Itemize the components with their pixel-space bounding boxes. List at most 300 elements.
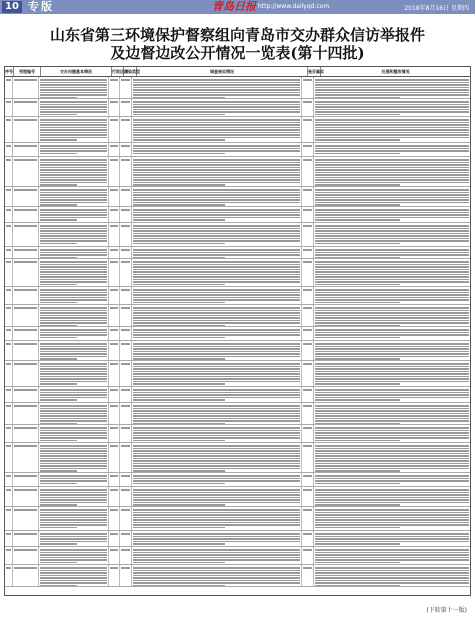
text-line: [315, 89, 469, 91]
text-line: [40, 346, 107, 348]
text-line: [40, 322, 107, 324]
text-line: [6, 363, 11, 365]
text-line: [315, 423, 400, 425]
text-line: [40, 353, 107, 355]
table-cell: [109, 223, 120, 246]
text-line: [315, 202, 469, 204]
text-line: [40, 527, 77, 529]
text-line: [133, 572, 300, 574]
table-cell: [13, 361, 39, 386]
text-line: [121, 101, 130, 103]
table-row: [5, 565, 470, 587]
text-line: [133, 174, 300, 176]
text-line: [40, 162, 107, 164]
text-line: [40, 580, 107, 582]
text-line: [40, 509, 107, 511]
text-line: [110, 509, 118, 511]
continued-note: (下转第十一版): [426, 607, 467, 614]
table-cell: [13, 247, 39, 258]
text-line: [40, 79, 107, 81]
text-line: [133, 307, 300, 309]
text-line: [133, 315, 300, 317]
text-line: [133, 240, 300, 242]
table-cell: [5, 247, 13, 258]
text-line: [40, 489, 107, 491]
table-cell: [132, 425, 302, 442]
section-label: 专版: [28, 0, 54, 13]
text-line: [40, 294, 107, 296]
table-cell: [5, 443, 13, 472]
text-line: [315, 371, 469, 373]
text-line: [315, 549, 469, 551]
text-line: [315, 84, 469, 86]
text-line: [315, 114, 400, 116]
text-line: [40, 279, 107, 281]
text-line: [315, 519, 469, 521]
text-line: [315, 450, 469, 452]
text-line: [315, 271, 469, 273]
text-line: [315, 562, 400, 564]
text-line: [40, 366, 107, 368]
text-line: [121, 427, 130, 429]
text-line: [315, 150, 469, 152]
text-line: [315, 192, 469, 194]
text-line: [303, 159, 312, 161]
text-line: [133, 418, 300, 420]
table-cell: [314, 117, 470, 142]
table-cell: [302, 473, 314, 486]
text-line: [133, 383, 225, 385]
text-line: [315, 264, 469, 266]
text-line: [315, 383, 400, 385]
table-cell: [13, 259, 39, 286]
table-cell: [302, 207, 314, 222]
text-line: [315, 394, 469, 396]
text-line: [40, 189, 107, 191]
text-line: [303, 389, 312, 391]
text-line: [133, 504, 225, 506]
text-line: [315, 543, 400, 545]
text-line: [133, 122, 300, 124]
text-line: [133, 483, 225, 485]
text-line: [110, 427, 118, 429]
text-line: [40, 494, 107, 496]
table-cell: [120, 223, 132, 246]
text-line: [315, 82, 469, 84]
table-cell: [302, 143, 314, 156]
table-cell: [302, 487, 314, 506]
text-line: [40, 97, 77, 99]
table-cell: [109, 387, 120, 402]
table-cell: [39, 361, 109, 386]
text-line: [133, 557, 300, 559]
table-cell: [132, 117, 302, 142]
text-line: [40, 228, 107, 230]
text-line: [40, 514, 107, 516]
table-cell: [120, 443, 132, 472]
text-line: [133, 475, 300, 477]
text-line: [121, 489, 130, 491]
text-line: [40, 164, 107, 166]
text-line: [303, 329, 312, 331]
text-line: [110, 445, 118, 447]
text-line: [121, 261, 130, 263]
text-line: [40, 137, 107, 139]
table-row: [5, 247, 470, 259]
table-cell: [39, 117, 109, 142]
text-line: [121, 189, 130, 191]
text-line: [133, 167, 300, 169]
table-cell: [5, 487, 13, 506]
table-cell: [132, 341, 302, 360]
text-line: [133, 519, 300, 521]
text-line: [40, 104, 107, 106]
table-cell: [109, 443, 120, 472]
text-line: [315, 276, 469, 278]
table-cell: [120, 547, 132, 564]
text-line: [133, 397, 300, 399]
text-line: [315, 418, 469, 420]
text-line: [40, 197, 107, 199]
table-cell: [314, 547, 470, 564]
issue-date: 2018年8月16日 星期四: [404, 5, 469, 12]
text-line: [315, 358, 400, 360]
text-line: [133, 582, 300, 584]
text-line: [40, 413, 107, 415]
text-line: [40, 332, 107, 334]
text-line: [121, 445, 130, 447]
table-row: [5, 327, 470, 341]
table-cell: [5, 341, 13, 360]
text-line: [133, 371, 300, 373]
text-line: [315, 153, 400, 155]
table-cell: [13, 387, 39, 402]
table-cell: [120, 387, 132, 402]
text-line: [40, 572, 107, 574]
text-line: [40, 101, 107, 103]
text-line: [133, 332, 300, 334]
text-line: [40, 276, 107, 278]
text-line: [315, 376, 469, 378]
text-line: [133, 281, 300, 283]
text-line: [315, 257, 400, 259]
table-cell: [39, 487, 109, 506]
text-line: [133, 460, 300, 462]
table-header: [5, 67, 470, 77]
text-line: [133, 194, 300, 196]
table-cell: [120, 77, 132, 98]
table-cell: [120, 157, 132, 186]
text-line: [315, 420, 469, 422]
text-line: [40, 302, 77, 304]
text-line: [14, 249, 37, 251]
text-line: [133, 261, 300, 263]
text-line: [40, 122, 107, 124]
text-line: [315, 475, 469, 477]
table-cell: [5, 187, 13, 206]
table-cell: [120, 403, 132, 424]
table-row: [5, 143, 470, 157]
text-line: [315, 184, 400, 186]
text-line: [40, 159, 107, 161]
text-line: [40, 109, 107, 111]
text-line: [133, 317, 300, 319]
text-line: [133, 139, 225, 141]
text-line: [315, 465, 469, 467]
text-line: [315, 97, 400, 99]
text-line: [133, 177, 300, 179]
text-line: [133, 137, 300, 139]
text-line: [40, 106, 107, 108]
text-line: [303, 249, 312, 251]
table-cell: [109, 403, 120, 424]
text-line: [315, 389, 469, 391]
table-cell: [39, 473, 109, 486]
text-line: [40, 533, 107, 535]
text-line: [315, 204, 400, 206]
text-line: [40, 348, 107, 350]
text-line: [315, 478, 469, 480]
text-line: [315, 533, 469, 535]
text-line: [40, 174, 107, 176]
text-line: [14, 533, 37, 535]
text-line: [40, 317, 107, 319]
text-line: [40, 478, 107, 480]
text-line: [303, 405, 312, 407]
text-line: [14, 489, 37, 491]
text-line: [40, 538, 107, 540]
table-cell: [120, 425, 132, 442]
table-cell: [314, 77, 470, 98]
text-line: [133, 570, 300, 572]
text-line: [40, 204, 77, 206]
text-line: [315, 337, 400, 339]
table-cell: [120, 117, 132, 142]
text-line: [110, 533, 118, 535]
text-line: [133, 299, 300, 301]
text-line: [6, 329, 11, 331]
text-line: [40, 114, 77, 116]
text-line: [315, 489, 469, 491]
text-line: [110, 405, 118, 407]
text-line: [133, 162, 300, 164]
text-line: [14, 307, 37, 309]
text-line: [110, 261, 118, 263]
text-line: [40, 212, 107, 214]
text-line: [315, 504, 400, 506]
table-cell: [314, 259, 470, 286]
text-line: [315, 249, 469, 251]
table-cell: [5, 287, 13, 304]
table-cell: [39, 223, 109, 246]
text-line: [121, 533, 130, 535]
text-line: [315, 554, 469, 556]
text-line: [315, 351, 469, 353]
text-line: [133, 92, 300, 94]
text-line: [315, 399, 400, 401]
text-line: [133, 480, 300, 482]
text-line: [133, 559, 300, 561]
text-line: [133, 134, 300, 136]
text-line: [40, 570, 107, 572]
text-line: [133, 465, 300, 467]
text-line: [315, 322, 469, 324]
text-line: [315, 214, 469, 216]
table-cell: [314, 531, 470, 546]
table-row: [5, 287, 470, 305]
text-line: [40, 233, 107, 235]
table-cell: [5, 565, 13, 586]
text-line: [315, 137, 469, 139]
table-cell: [302, 187, 314, 206]
table-cell: [39, 565, 109, 586]
text-line: [133, 292, 300, 294]
text-line: [6, 119, 11, 121]
text-line: [14, 475, 37, 477]
text-line: [315, 122, 469, 124]
table-cell: [39, 403, 109, 424]
table-cell: [5, 223, 13, 246]
text-line: [121, 159, 130, 161]
text-line: [315, 514, 469, 516]
text-line: [40, 549, 107, 551]
text-line: [315, 445, 469, 447]
text-line: [40, 92, 107, 94]
table-cell: [109, 361, 120, 386]
text-line: [315, 212, 469, 214]
text-line: [40, 150, 107, 152]
table-cell: [13, 473, 39, 486]
text-line: [121, 225, 130, 227]
text-line: [110, 209, 118, 211]
text-line: [6, 475, 11, 477]
table-cell: [13, 443, 39, 472]
text-line: [40, 94, 107, 96]
text-line: [110, 567, 118, 569]
table-cell: [109, 117, 120, 142]
text-line: [40, 254, 107, 256]
table-row: [5, 259, 470, 287]
text-line: [133, 111, 300, 113]
table-cell: [314, 341, 470, 360]
table-cell: [13, 507, 39, 530]
page-title: [0, 26, 475, 62]
text-line: [315, 182, 469, 184]
text-line: [40, 261, 107, 263]
website-url[interactable]: http://www.dailyqd.com: [258, 3, 330, 10]
text-line: [133, 378, 300, 380]
text-line: [315, 502, 469, 504]
text-line: [315, 415, 469, 417]
table-cell: [13, 403, 39, 424]
text-line: [6, 189, 11, 191]
text-line: [133, 82, 300, 84]
text-line: [40, 124, 107, 126]
table-cell: [302, 361, 314, 386]
text-line: [14, 189, 37, 191]
table-cell: [302, 247, 314, 258]
column-header: 序号: [5, 69, 13, 74]
text-line: [133, 106, 300, 108]
text-line: [315, 368, 469, 370]
text-line: [133, 577, 300, 579]
table-row: [5, 341, 470, 361]
text-line: [133, 463, 300, 465]
text-line: [315, 483, 400, 485]
table-cell: [109, 531, 120, 546]
table-cell: [314, 425, 470, 442]
text-line: [303, 509, 312, 511]
text-line: [133, 217, 300, 219]
text-line: [6, 489, 11, 491]
table-row: [5, 117, 470, 143]
text-line: [315, 179, 469, 181]
text-line: [40, 480, 107, 482]
table-cell: [5, 99, 13, 116]
table-cell: [314, 443, 470, 472]
text-line: [133, 541, 300, 543]
text-line: [133, 470, 225, 472]
column-header: 调查核实情况: [137, 67, 308, 76]
table-cell: [302, 507, 314, 530]
text-line: [40, 312, 107, 314]
text-line: [133, 580, 300, 582]
table-row: [5, 473, 470, 487]
text-line: [315, 292, 469, 294]
table-cell: [39, 507, 109, 530]
text-line: [40, 585, 77, 587]
text-line: [315, 219, 400, 221]
text-line: [121, 549, 130, 551]
text-line: [315, 284, 400, 286]
table-cell: [120, 259, 132, 286]
text-line: [40, 299, 107, 301]
text-line: [315, 499, 469, 501]
table-cell: [132, 403, 302, 424]
newspaper-logo: 青岛日报: [212, 0, 256, 13]
text-line: [133, 189, 300, 191]
text-line: [315, 572, 469, 574]
text-line: [133, 204, 225, 206]
text-line: [133, 214, 300, 216]
text-line: [110, 389, 118, 391]
text-line: [315, 448, 469, 450]
table-cell: [302, 77, 314, 98]
text-line: [303, 79, 312, 81]
text-line: [315, 397, 469, 399]
text-line: [40, 465, 107, 467]
text-line: [133, 228, 300, 230]
text-line: [315, 509, 469, 511]
text-line: [110, 489, 118, 491]
text-line: [315, 453, 469, 455]
text-line: [14, 225, 37, 227]
text-line: [40, 172, 107, 174]
text-line: [6, 533, 11, 535]
text-line: [110, 189, 118, 191]
text-line: [303, 209, 312, 211]
text-line: [6, 159, 11, 161]
text-line: [315, 463, 469, 465]
text-line: [133, 297, 300, 299]
text-line: [315, 199, 469, 201]
text-line: [133, 455, 300, 457]
text-line: [40, 463, 107, 465]
table-cell: [109, 99, 120, 116]
text-line: [303, 445, 312, 447]
text-line: [315, 294, 469, 296]
text-line: [110, 307, 118, 309]
